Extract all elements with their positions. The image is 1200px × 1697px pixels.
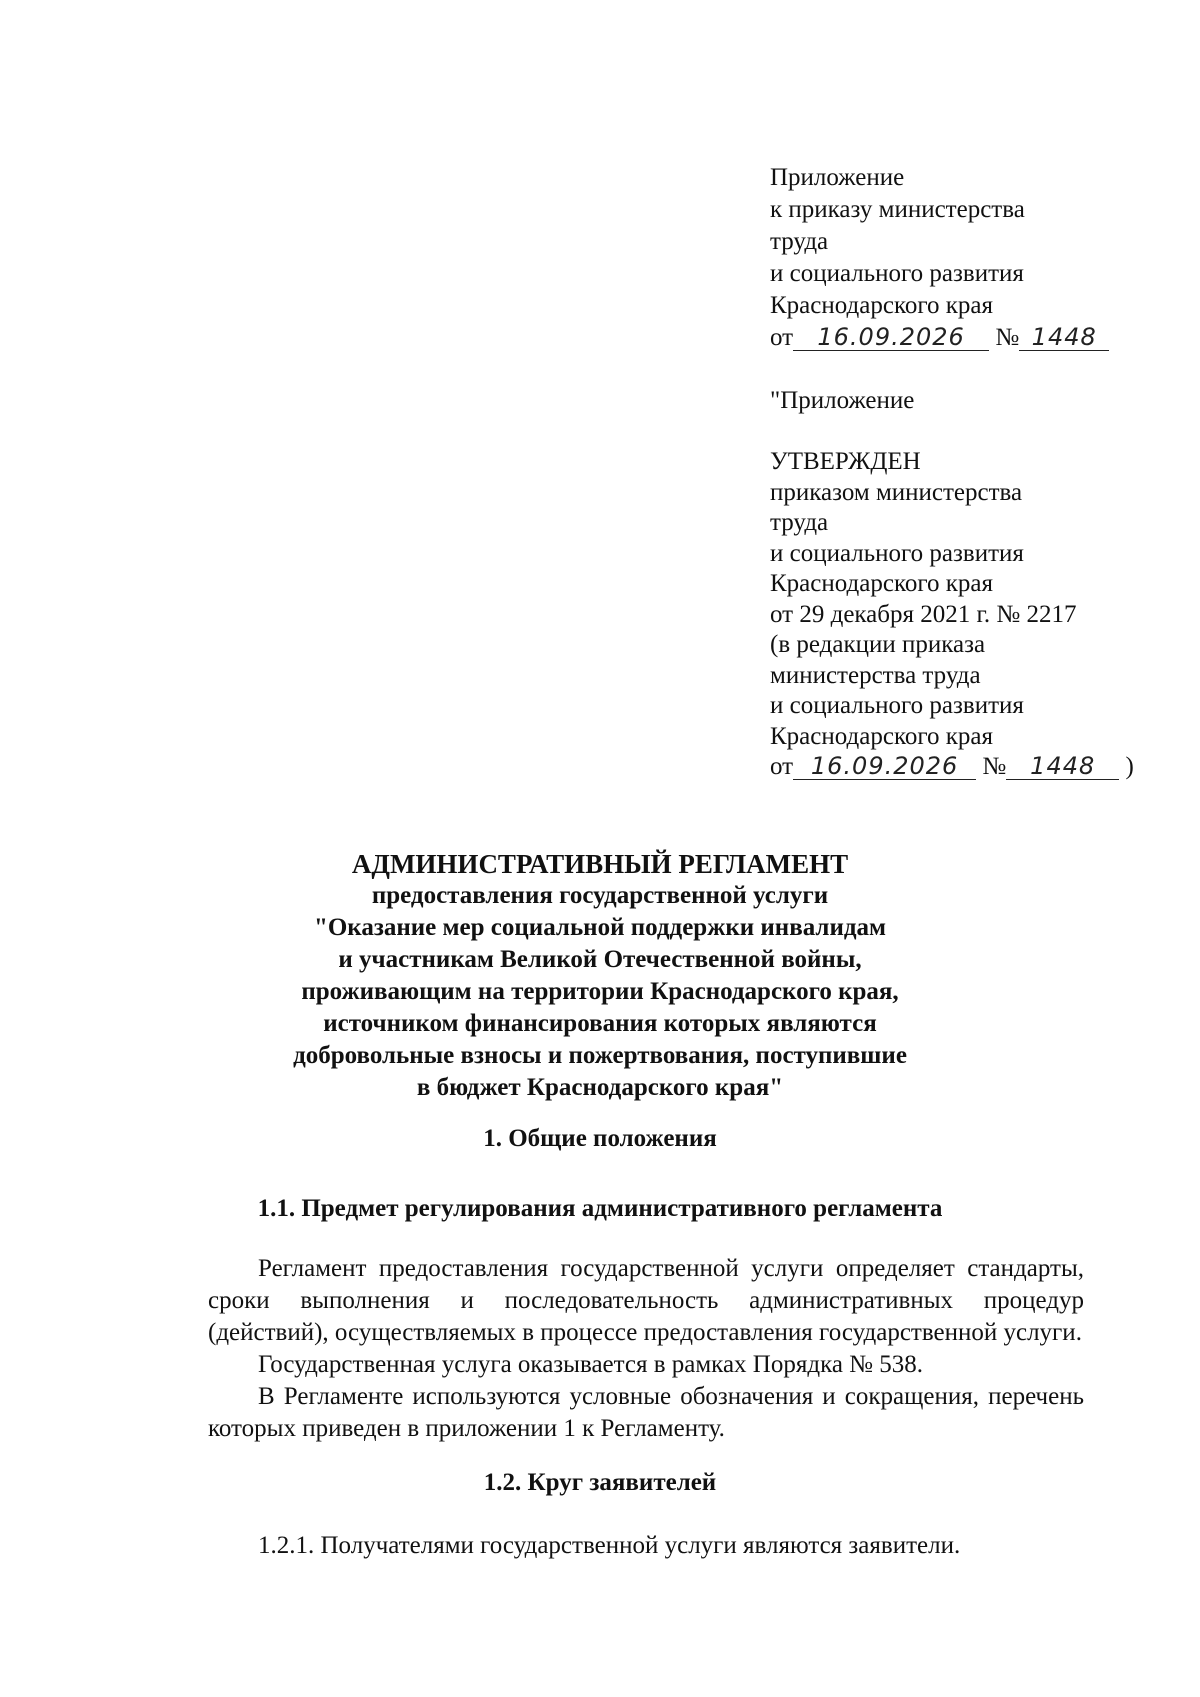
approved-line: Краснодарского края bbox=[770, 570, 993, 597]
approved-date-line bbox=[770, 752, 1134, 783]
handwritten-date: 16.09.2026 bbox=[793, 753, 976, 780]
appendix-line: Приложение bbox=[770, 164, 905, 191]
paragraph: Государственная услуга оказывается в рамках Порядка № 538. bbox=[258, 1351, 924, 1378]
quote-appendix: "Приложение bbox=[770, 387, 915, 414]
subsection-heading: 1.1. Предмет регулирования административного регламента bbox=[257, 1195, 943, 1222]
approved-line: Краснодарского края bbox=[770, 722, 993, 750]
approved-line: министерства труда bbox=[770, 661, 981, 689]
approved-line: от 29 декабря 2021 г. № 2217 bbox=[770, 600, 1077, 628]
title-line: предоставления государственной услуги bbox=[371, 882, 829, 909]
title-main: АДМИНИСТРАТИВНЫЙ РЕГЛАМЕНТ bbox=[351, 849, 849, 879]
paragraph: Регламент предоставления государственной услуги определяет стандарты, сроки выполнения и последовательность административных процедур (действий), осуществляемых в процессе предоставления государственной услуги. bbox=[208, 1255, 1084, 1346]
closing-paren: ) bbox=[1125, 753, 1134, 780]
appendix-header-block bbox=[770, 162, 1109, 354]
subsection-heading: 1.2. Круг заявителей bbox=[483, 1469, 717, 1496]
approved-line: и социального развития bbox=[770, 692, 1024, 719]
title-line: и участникам Великой Отечественной войны, bbox=[338, 946, 862, 973]
section-heading: 1. Общие положения bbox=[483, 1125, 717, 1152]
approved-line: УТВЕРЖДЕН bbox=[770, 448, 921, 475]
appendix-line: Краснодарского края bbox=[770, 292, 993, 319]
title-line: в бюджет Краснодарского края" bbox=[416, 1074, 784, 1101]
title-line: источником финансирования которых являются bbox=[323, 1010, 877, 1037]
paragraph: 1.2.1. Получателями государственной услуги являются заявители. bbox=[258, 1532, 961, 1559]
handwritten-number: 1448 bbox=[1006, 753, 1119, 780]
approved-line: (в редакции приказа bbox=[770, 631, 986, 658]
appendix-line: к приказу министерства bbox=[770, 196, 1025, 223]
appendix-date-line bbox=[770, 322, 1109, 354]
title-line: "Оказание мер социальной поддержки инвалидам bbox=[313, 914, 887, 941]
handwritten-number: 1448 bbox=[1019, 324, 1109, 351]
approved-block bbox=[770, 447, 1134, 783]
number-prefix: № bbox=[982, 753, 1007, 780]
title-line: добровольные взносы и пожертвования, поступившие bbox=[293, 1042, 907, 1069]
approved-line: и социального развития bbox=[770, 539, 1024, 567]
document-title bbox=[230, 848, 970, 1104]
date-prefix: от bbox=[770, 753, 794, 780]
paragraph: В Регламенте используются условные обозначения и сокращения, перечень которых приведен в приложении 1 к Регламенту. bbox=[208, 1383, 1084, 1442]
approved-line: труда bbox=[770, 509, 829, 536]
date-prefix: от bbox=[770, 324, 794, 351]
number-prefix: № bbox=[995, 324, 1020, 351]
title-line: проживающим на территории Краснодарского края, bbox=[301, 978, 899, 1005]
handwritten-date: 16.09.2026 bbox=[793, 324, 989, 351]
appendix-line: труда bbox=[770, 228, 829, 255]
approved-line: приказом министерства bbox=[770, 478, 1023, 506]
appendix-line: и социального развития bbox=[770, 260, 1024, 287]
